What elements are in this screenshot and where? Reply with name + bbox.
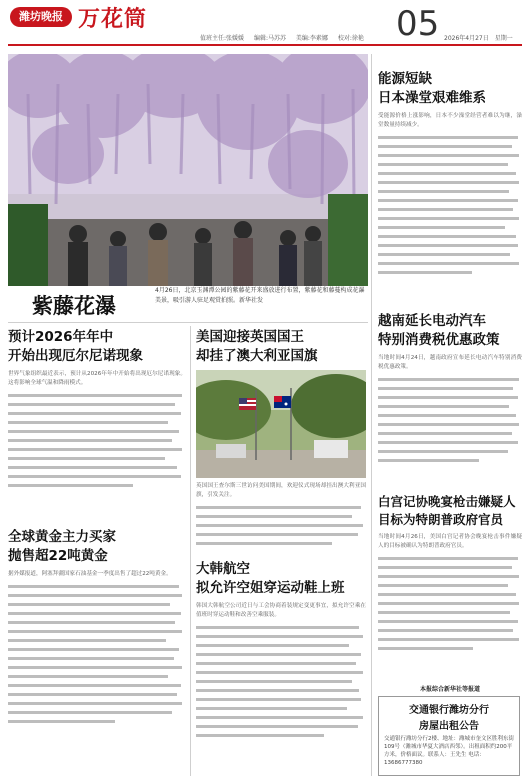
japan-bath-title-line2: 日本澡堂艰难维系 [378, 90, 486, 106]
text-line [378, 459, 479, 462]
white-house-body-lead: 当地时间4月26日，美国白宫记者协会晚宴枪击事件嫌疑人的目标被确认为特朗普政府官员。 [378, 534, 522, 550]
newspaper-logo: 潍坊晚报 [10, 7, 72, 27]
uk-king-title-line1: 美国迎接英国国王 [196, 329, 304, 345]
text-line [196, 542, 332, 545]
text-line [8, 457, 165, 460]
divider [8, 322, 368, 323]
vietnam-ev-body-lead: 当地时间4月24日，越南政府宣布延长电动汽车特别消费税优惠政策。 [378, 355, 522, 371]
rental-ad-body: 交通银行潍坊分行2楼、地址：潍城市奎文区胜利东街109号（潍城市华夏大酒店西邻）。出租面积约200平方米，价格面议。联系人：王先生 电话：13686777380 [384, 736, 515, 766]
text-line [8, 666, 182, 669]
text-line [378, 199, 518, 202]
text-line [8, 648, 179, 651]
text-line [8, 412, 181, 415]
text-line [378, 450, 508, 453]
text-line [378, 405, 509, 408]
text-line [378, 235, 516, 238]
wisteria-title: 紫藤花瀑 [32, 293, 116, 318]
japan-bath-body [378, 112, 522, 306]
text-line [8, 466, 177, 469]
text-line [378, 423, 519, 426]
rental-ad-title-line1: 交通银行潍坊分行 [409, 705, 489, 716]
vietnam-ev-body [378, 354, 522, 488]
text-line [378, 602, 519, 605]
text-line [378, 253, 510, 256]
text-line [196, 689, 359, 692]
credit-proofreader: 校对:徐艳 [337, 35, 364, 42]
text-line [196, 653, 361, 656]
text-line [8, 630, 182, 633]
text-line [378, 262, 519, 265]
text-line [8, 675, 168, 678]
text-line [378, 163, 508, 166]
text-line [196, 506, 361, 509]
text-line [8, 594, 182, 597]
text-line [378, 629, 513, 632]
elnino-body [8, 370, 186, 520]
text-line [8, 693, 177, 696]
column-divider [190, 326, 191, 776]
text-line [196, 734, 324, 737]
text-line [8, 720, 115, 723]
issue-date: 2026年4月27日 星期一 [444, 35, 513, 42]
uk-king-body [196, 482, 366, 552]
elnino-title-line1: 预计2026年年中 [8, 329, 114, 345]
text-line [378, 566, 512, 569]
wisteria-illustration [8, 54, 368, 286]
gold-body [8, 570, 186, 776]
text-line [196, 707, 347, 710]
text-line [196, 635, 363, 638]
text-line [378, 414, 516, 417]
japan-bath-body-lead: 受能源价格上涨影响，日本不少澡堂经营者难以为继，澡堂数量持续减少。 [378, 113, 522, 129]
text-line [378, 396, 518, 399]
text-line [8, 394, 182, 397]
text-line [378, 575, 519, 578]
wisteria-caption: 4月26日，北京玉渊潭公园的紫藤花开来盛放进行布置，紫藤花和藤蔓构成花瀑美景，吸引游人驻足观赏拍照。新华社发 [155, 287, 365, 304]
text-line [378, 181, 519, 184]
text-line [378, 208, 513, 211]
text-line [8, 484, 133, 487]
news-source: 本报综合新华社等报道 [420, 686, 481, 693]
credit-designer: 美编:李素娜 [295, 35, 328, 42]
text-line [196, 698, 361, 701]
text-line [196, 680, 352, 683]
text-line [378, 611, 510, 614]
vietnam-ev-title-line1: 越南延长电动汽车 [378, 313, 486, 329]
masthead-rule [8, 44, 522, 46]
text-line [8, 711, 172, 714]
gold-body-lead: 据外媒报道，阿塞拜疆国家石油基金一季度出售了超过22吨黄金。 [8, 571, 172, 577]
text-line [378, 441, 518, 444]
elnino-body-lead: 世界气象组织最近表示，预计从2026年年中开始将出现厄尔尼诺现象。这将影响全球气温和降雨模式。 [8, 371, 186, 387]
text-line [196, 626, 359, 629]
text-line [8, 403, 175, 406]
text-line [378, 154, 519, 157]
uk-king-body-lead: 英国国王查尔斯三世访问美国期间，欢迎仪式现场却挂出澳大利亚国旗，引发关注。 [196, 483, 366, 499]
rental-ad-title-line2: 房屋出租公告 [419, 721, 479, 732]
text-line [378, 172, 516, 175]
text-line [8, 448, 182, 451]
text-line [378, 271, 472, 274]
flags-photo [196, 370, 366, 478]
korean-air-body-lead: 韩国大韩航空公司近日与工会协商着装规定变更事宜，拟允许空乘在值班时穿运动鞋和改善空乘服装。 [196, 603, 366, 619]
text-line [8, 439, 172, 442]
text-line [196, 533, 358, 536]
text-line [8, 657, 174, 660]
text-line [8, 421, 168, 424]
gold-title-line1: 全球黄金主力买家 [8, 529, 116, 545]
credit-duty-editor: 编辑:马苏苏 [253, 35, 286, 42]
korean-air-title-line1: 大韩航空 [196, 561, 250, 577]
text-line [378, 244, 518, 247]
flags-illustration [196, 370, 366, 478]
wisteria-photo [8, 54, 368, 286]
text-line [378, 190, 509, 193]
text-line [196, 515, 352, 518]
column-title: 万花筒 [78, 6, 148, 32]
text-line [196, 716, 363, 719]
text-line [8, 702, 182, 705]
rental-ad-box [378, 696, 520, 776]
text-line [8, 621, 175, 624]
text-line [8, 603, 170, 606]
text-line [378, 226, 505, 229]
text-line [8, 684, 181, 687]
text-line [8, 585, 179, 588]
text-line [378, 378, 519, 381]
text-line [378, 387, 513, 390]
text-line [196, 524, 363, 527]
white-house-body [378, 533, 522, 681]
column-divider [371, 54, 372, 776]
japan-bath-title-line1: 能源短缺 [378, 71, 432, 87]
text-line [378, 647, 473, 650]
text-line [378, 638, 519, 641]
text-line [378, 584, 508, 587]
text-line [378, 557, 518, 560]
credit-editor: 值班主任:张媛媛 [200, 35, 245, 42]
text-line [8, 475, 181, 478]
text-line [196, 662, 356, 665]
text-line [8, 639, 166, 642]
text-line [196, 725, 358, 728]
text-line [196, 671, 363, 674]
text-line [8, 430, 179, 433]
uk-king-title-line2: 却挂了澳大利亚国旗 [196, 348, 318, 364]
elnino-title-line2: 开始出现厄尔尼诺现象 [8, 348, 143, 364]
text-line [196, 644, 349, 647]
text-line [8, 612, 181, 615]
white-house-title-line1: 白宫记协晚宴枪击嫌疑人 [378, 494, 516, 509]
white-house-title-line2: 目标为特朗普政府官员 [378, 512, 504, 527]
text-line [378, 136, 518, 139]
text-line [378, 432, 512, 435]
text-line [378, 593, 516, 596]
gold-title-line2: 抛售超22吨黄金 [8, 548, 108, 564]
korean-air-body [196, 602, 366, 776]
vietnam-ev-title-line2: 特别消费税优惠政策 [378, 332, 500, 348]
text-line [378, 145, 512, 148]
text-line [378, 620, 518, 623]
korean-air-title-line2: 拟允许空姐穿运动鞋上班 [196, 580, 345, 596]
text-line [378, 217, 519, 220]
page-number: 05 [396, 4, 440, 44]
staff-credits [200, 33, 372, 42]
